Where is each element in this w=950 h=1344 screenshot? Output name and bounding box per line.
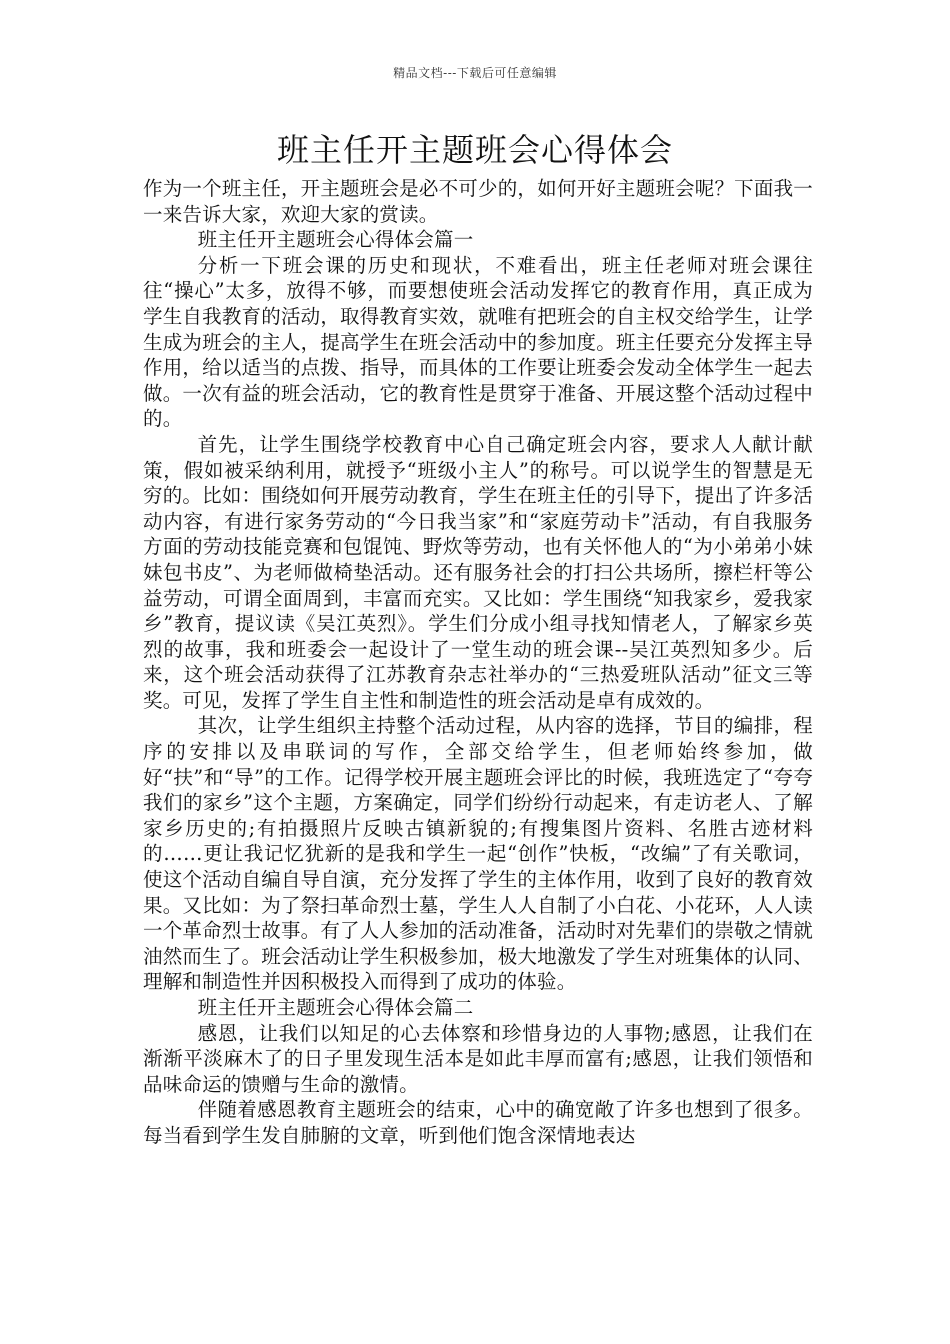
section-heading-2: 班主任开主题班会心得体会篇二 xyxy=(197,996,474,1019)
header-note: 精品文档---下载后可任意编辑 xyxy=(393,66,557,80)
body-paragraph: 分析一下班会课的历史和现状，不难看出，班主任老师对班会课往往“操心”太多，放得不够，而要想使班会活动发挥它的教育作用，真正成为学生自我教育的活动，取得教育实效，就唯有把班会的自主权交给学生，让学生成为班会的主人，提高学生在班会活动中的参加度。班主任要充分发挥主导作用，给以适当的点拨、指导，而具体的工作要让班委会发动全体学生一起去做。一次有益的班会活动，它的教育性是贯穿于准备、开展这整个活动过程中的。 xyxy=(143,253,813,431)
body-paragraph: 其次，让学生组织主持整个活动过程，从内容的选择，节目的编排，程序的安排以及串联词的写作，全部交给学生，但老师始终参加，做好“扶”和“导”的工作。记得学校开展主题班会评比的时候，我班选定了“夸夸我们的家乡”这个主题，方案确定，同学们纷纷行动起来，有走访老人、了解家乡历史的;有拍摄照片反映古镇新貌的;有搜集图片资料、名胜古迹材料的……更让我记忆犹新的是我和学生一起“创作”快板，“改编”了有关歌词，使这个活动自编自导自演，充分发挥了学生的主体作用，收到了良好的教育效果。又比如：为了祭扫革命烈士墓，学生人人自制了小白花、小花环，人人读一个革命烈士故事。有了人人参加的活动准备，活动时对先辈们的崇敬之情就油然而生了。班会活动让学生积极参加，极大地激发了学生对班集体的认同、理解和制造性并因积极投入而得到了成功的体验。 xyxy=(143,714,813,994)
intro-paragraph: 作为一个班主任，开主题班会是必不可少的，如何开好主题班会呢？下面我一一来告诉大家，欢迎大家的赏读。 xyxy=(143,177,813,226)
body-paragraph: 感恩，让我们以知足的心去体察和珍惜身边的人事物;感恩，让我们在渐渐平淡麻木了的日子里发现生活本是如此丰厚而富有;感恩，让我们领悟和品味命运的馈赠与生命的激情。 xyxy=(143,1021,813,1096)
body-paragraph: 伴随着感恩教育主题班会的结束，心中的确宽敞了许多也想到了很多。每当看到学生发自肺腑的文章，听到他们饱含深情地表达 xyxy=(143,1098,813,1147)
document-body xyxy=(143,176,813,1149)
body-paragraph: 首先，让学生围绕学校教育中心自己确定班会内容，要求人人献计献策，假如被采纳利用，就授予“班级小主人”的称号。可以说学生的智慧是无穷的。比如：围绕如何开展劳动教育，学生在班主任的引导下，提出了许多活动内容，有进行家务劳动的“今日我当家”和“家庭劳动卡”活动，有自我服务方面的劳动技能竞赛和包馄饨、野炊等劳动，也有关怀他人的“为小弟弟小妹妹包书皮”、为老师做椅垫活动。还有服务社会的打扫公共场所，擦栏杆等公益劳动，可谓全面周到，丰富而充实。又比如：学生围绕“知我家乡，爱我家乡”教育，提议读《吴江英烈》。学生们分成小组寻找知情老人，了解家乡英烈的故事，我和班委会一起设计了一堂生动的班会课--吴江英烈知多少。后来，这个班会活动获得了江苏教育杂志社举办的“三热爱班队活动”征文三等奖。可见，发挥了学生自主性和制造性的班会活动是卓有成效的。 xyxy=(143,432,813,712)
document-title: 班主任开主题班会心得体会 xyxy=(276,131,673,169)
section-heading-1: 班主任开主题班会心得体会篇一 xyxy=(197,228,474,252)
